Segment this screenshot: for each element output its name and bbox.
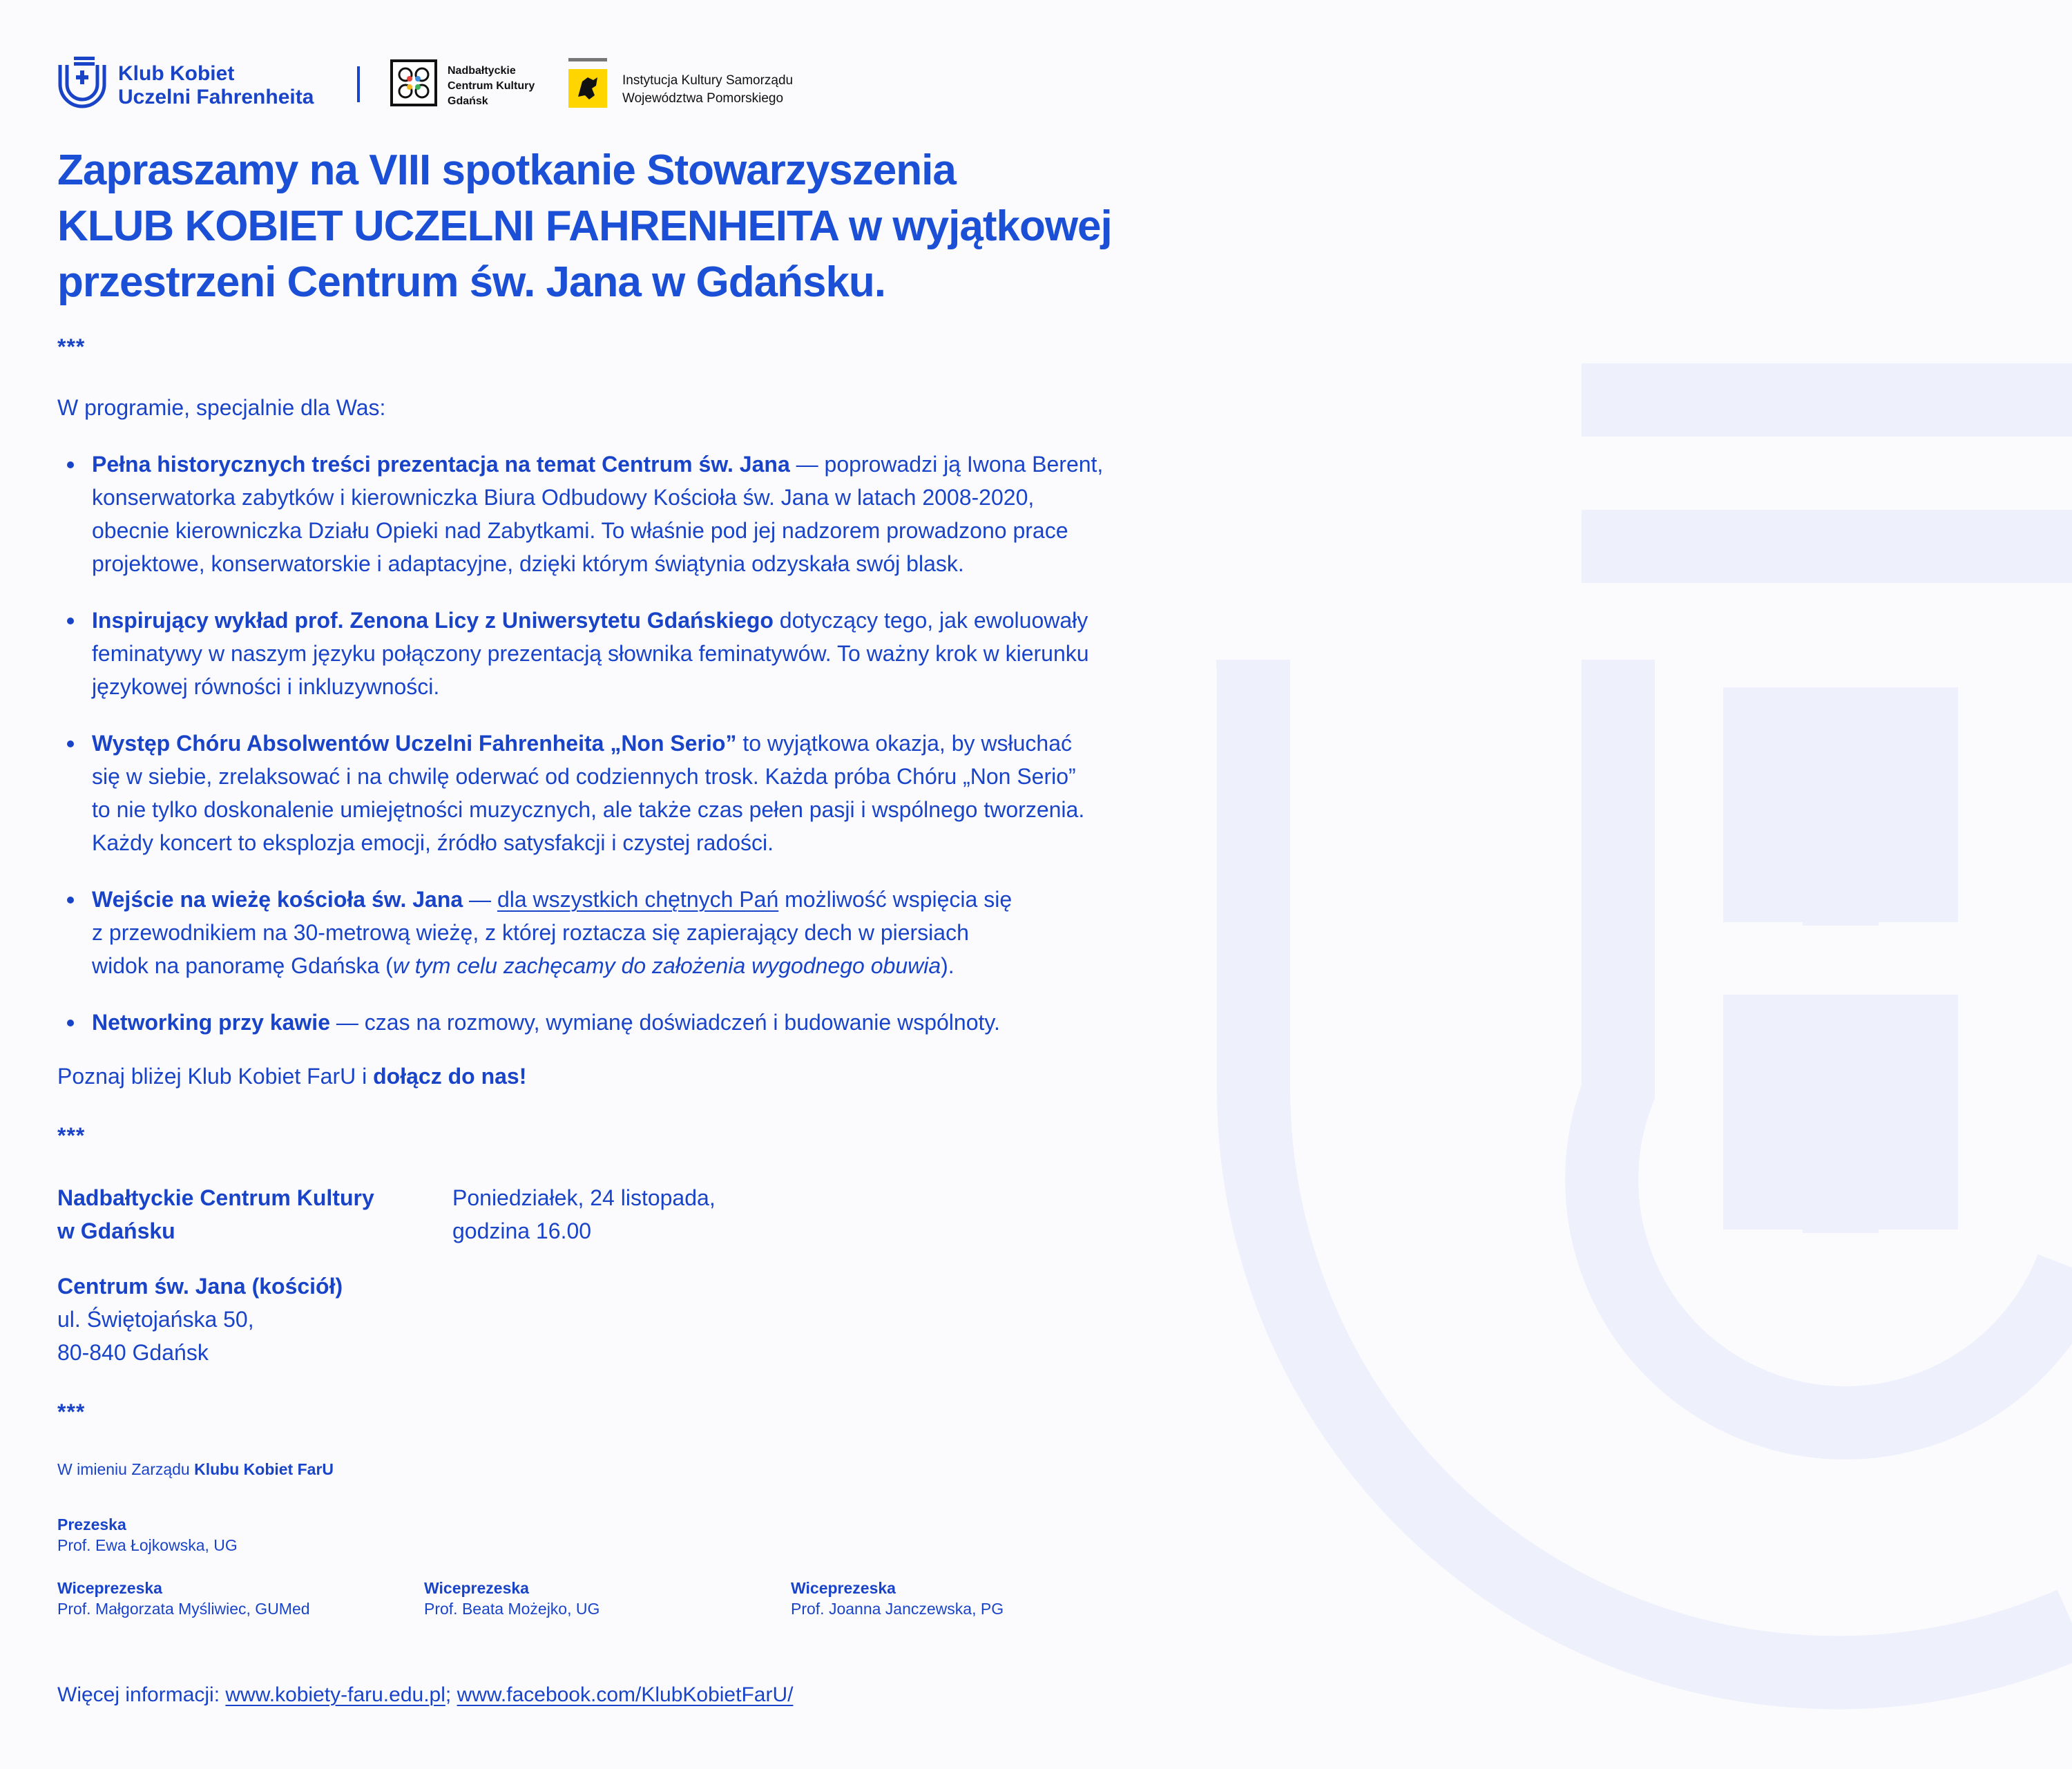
signature bbox=[57, 1459, 334, 1480]
item-title: Występ Chóru Absolwentów Uczelni Fahrenheita „Non Serio” bbox=[92, 731, 737, 756]
program-list bbox=[57, 448, 1204, 1062]
item-text: możliwość wspięcia się bbox=[778, 887, 1013, 912]
item-line bbox=[92, 883, 1204, 916]
pomorskie-logo-bar bbox=[568, 58, 607, 61]
item-text: widok na panoramę Gdańska ( bbox=[92, 953, 393, 978]
page-title bbox=[57, 142, 1190, 310]
item-line: z przewodnikiem na 30-metrową wieżę, z której roztacza się zapierający dech w piersiach bbox=[92, 920, 969, 945]
klub-kobiet-emblem-icon bbox=[57, 55, 107, 109]
signature-org: Klubu Kobiet FarU bbox=[194, 1460, 334, 1478]
item-title: Inspirujący wykład prof. Zenona Licy z Uniwersytetu Gdańskiego bbox=[92, 608, 774, 633]
join-cta: dołącz do nas! bbox=[373, 1064, 527, 1089]
venue bbox=[57, 1270, 444, 1369]
item-line bbox=[92, 1006, 1204, 1039]
item-line: projektowe, konserwatorskie i adaptacyjne, dzięki którym świątynia odzyskała swój blask. bbox=[92, 551, 964, 576]
board-member-vp bbox=[424, 1578, 599, 1619]
item-title: Networking przy kawie bbox=[92, 1010, 330, 1035]
member-name: Prof. Małgorzata Myśliwiec, GUMed bbox=[57, 1600, 310, 1618]
item-text: to wyjątkowa okazja, by wsłuchać bbox=[736, 731, 1072, 756]
link-separator: ; bbox=[445, 1683, 457, 1706]
nck-logo-text bbox=[448, 64, 535, 109]
nck-logo[interactable] bbox=[390, 59, 563, 109]
event-date bbox=[452, 1181, 798, 1247]
organizer-line: w Gdańsku bbox=[57, 1218, 175, 1243]
address-line: ul. Świętojańska 50, bbox=[57, 1307, 254, 1332]
title-line: KLUB KOBIET UCZELNI FAHRENHEITA w wyjątkowej bbox=[57, 202, 1112, 250]
list-item bbox=[57, 727, 1204, 859]
item-line: konserwatorka zabytków i kierowniczka Biura Odbudowy Kościoła św. Jana w latach 2008-2020, bbox=[92, 485, 1035, 510]
logo-line: Klub Kobiet bbox=[118, 62, 235, 85]
klub-kobiet-logo[interactable] bbox=[57, 55, 375, 111]
board-members bbox=[57, 1514, 1162, 1643]
item-line bbox=[92, 448, 1204, 481]
address-line: 80-840 Gdańsk bbox=[57, 1340, 209, 1365]
member-name: Prof. Ewa Łojkowska, UG bbox=[57, 1536, 238, 1554]
logo-divider bbox=[357, 66, 360, 102]
signature-text: W imieniu Zarządu bbox=[57, 1460, 195, 1478]
logo-line: Województwa Pomorskiego bbox=[622, 91, 784, 106]
title-line: Zapraszamy na VIII spotkanie Stowarzyszenia bbox=[57, 146, 956, 194]
item-text: — czas na rozmowy, wymianę doświadczeń i budowanie wspólnoty. bbox=[329, 1010, 1000, 1035]
item-line: się w siebie, zrelaksować i na chwilę oderwać od codziennych trosk. Każda próba Chóru „Non Serio” bbox=[92, 764, 1076, 789]
item-text: — poprowadzi ją Iwona Berent, bbox=[789, 452, 1104, 477]
organizer bbox=[57, 1181, 444, 1247]
item-title: Pełna historycznych treści prezentacja na temat Centrum św. Jana bbox=[92, 452, 790, 477]
organizer-line: Nadbałtyckie Centrum Kultury bbox=[57, 1185, 374, 1210]
member-role: Prezeska bbox=[57, 1515, 126, 1533]
italic-text: w tym celu zachęcamy do założenia wygodnego obuwia bbox=[392, 953, 941, 978]
venue-name: Centrum św. Jana (kościół) bbox=[57, 1274, 343, 1299]
item-line: językowej równości i inkluzywności. bbox=[92, 674, 440, 699]
item-line: Każdy koncert to eksplozja emocji, źródło satysfakcji i czystej radości. bbox=[92, 830, 774, 855]
pomorskie-logo[interactable] bbox=[568, 58, 845, 111]
board-member-vp bbox=[791, 1578, 1004, 1619]
list-item bbox=[57, 883, 1204, 982]
member-role: Wiceprezeska bbox=[57, 1579, 162, 1597]
facebook-link[interactable]: www.facebook.com/KlubKobietFarU/ bbox=[457, 1683, 794, 1706]
item-text: dotyczący tego, jak ewoluowały bbox=[773, 608, 1088, 633]
list-item bbox=[57, 448, 1204, 580]
member-name: Prof. Beata Możejko, UG bbox=[424, 1600, 600, 1618]
date-line: Poniedziałek, 24 listopada, bbox=[452, 1185, 716, 1210]
board-member-vp bbox=[57, 1578, 310, 1619]
join-text: Poznaj bliżej Klub Kobiet FarU i bbox=[57, 1064, 374, 1089]
underlined-text: dla wszystkich chętnych Pań bbox=[497, 887, 779, 912]
more-info bbox=[57, 1681, 793, 1709]
list-item bbox=[57, 1006, 1204, 1039]
program-intro: W programie, specjalnie dla Was: bbox=[57, 395, 386, 420]
pomorskie-logo-text bbox=[622, 72, 793, 108]
member-name: Prof. Joanna Janczewska, PG bbox=[791, 1600, 1004, 1618]
section-divider: *** bbox=[57, 334, 86, 359]
title-line: przestrzeni Centrum św. Jana w Gdańsku. bbox=[57, 258, 886, 306]
section-divider: *** bbox=[57, 1399, 86, 1424]
item-line: obecnie kierowniczka Działu Opieki nad Zabytkami. To właśnie pod jej nadzorem prowadzono prace bbox=[92, 518, 1068, 543]
item-line: to nie tylko doskonalenie umiejętności muzycznych, ale także czas pełen pasji i wspólnego tworzenia. bbox=[92, 797, 1085, 822]
logo-line: Gdańsk bbox=[448, 95, 488, 107]
logo-line: Centrum Kultury bbox=[448, 80, 535, 92]
list-item bbox=[57, 604, 1204, 703]
item-text: — bbox=[463, 887, 497, 912]
logo-line: Instytucja Kultury Samorządu bbox=[622, 73, 794, 88]
klub-kobiet-logo-text bbox=[118, 62, 314, 109]
griffin-icon bbox=[568, 69, 607, 108]
website-link[interactable]: www.kobiety-faru.edu.pl bbox=[225, 1683, 445, 1706]
item-line bbox=[92, 727, 1204, 760]
item-title: Wejście na wieżę kościoła św. Jana bbox=[92, 887, 463, 912]
time-line: godzina 16.00 bbox=[452, 1218, 592, 1243]
logo-line: Uczelni Fahrenheita bbox=[118, 86, 314, 108]
member-role: Wiceprezeska bbox=[791, 1579, 896, 1597]
join-line bbox=[57, 1060, 526, 1093]
logo-line: Nadbałtyckie bbox=[448, 65, 516, 77]
more-info-label: Więcej informacji: bbox=[57, 1683, 226, 1706]
member-role: Wiceprezeska bbox=[424, 1579, 529, 1597]
board-member-president bbox=[57, 1514, 238, 1556]
item-line bbox=[92, 949, 1204, 982]
item-line: feminatywy w naszym języku połączony prezentacją słownika feminatywów. To ważny krok w kierunku bbox=[92, 641, 1089, 666]
item-line bbox=[92, 604, 1204, 637]
item-text: ). bbox=[941, 953, 955, 978]
nck-emblem-icon bbox=[390, 59, 437, 106]
section-divider: *** bbox=[57, 1123, 86, 1148]
